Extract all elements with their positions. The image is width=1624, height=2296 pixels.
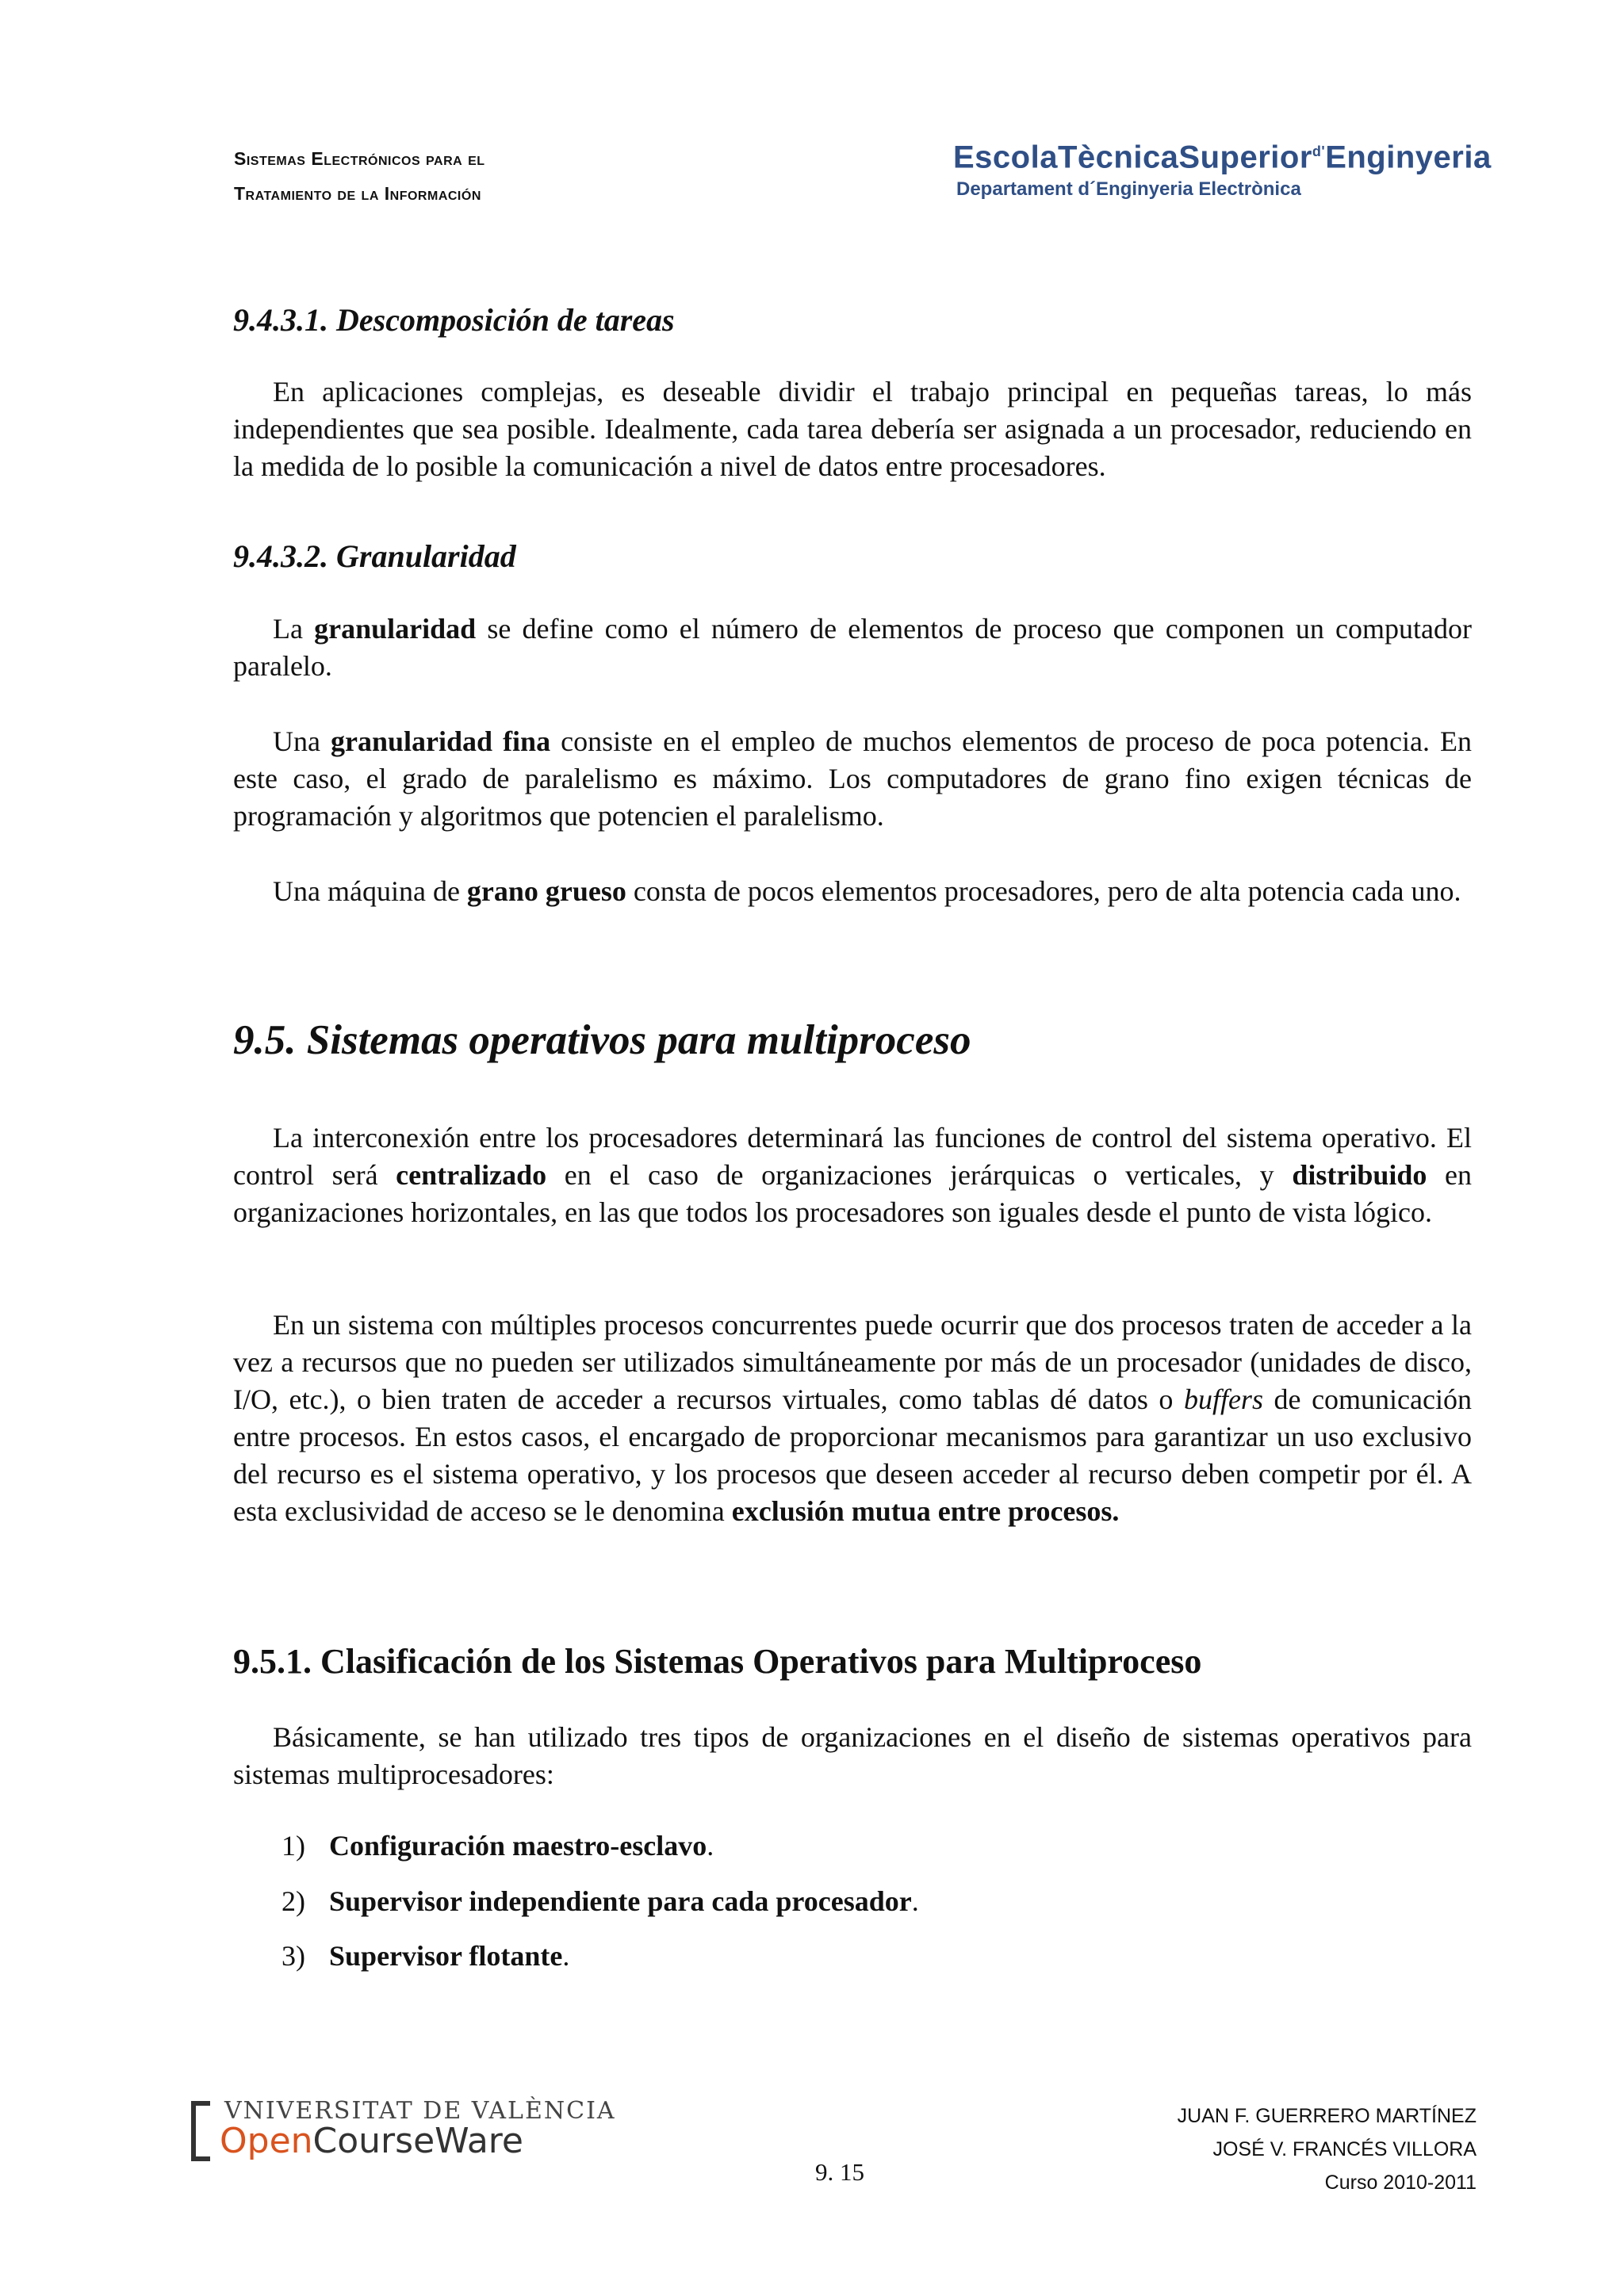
list-item [282,1829,714,1862]
text-span: La interconexión entre los procesadores determinará las funciones de control del sistema operativo. El control será [233,1122,1472,1191]
course-year: Curso 2010-2011 [1324,2172,1477,2194]
bold-term: exclusión mutua entre procesos. [731,1495,1120,1527]
page-number: 9. 15 [815,2158,864,2186]
heading-9432 [233,538,1472,575]
list-label: Supervisor flotante [329,1940,563,1972]
text-span: Una [273,725,331,757]
text-span: En un sistema con múltiples procesos concurrentes puede ocurrir que dos procesos traten de acceder a la vez a recursos que no pueden ser utilizados simultáneamente por más de un procesador (unidades de disco, I/O, etc.), o bien traten de acceder a recursos virtuales, como tablas dé datos o [233,1309,1472,1415]
text-span: consiste en el empleo de muchos elementos de proceso de poca potencia. En este caso, el grado de paralelismo es máximo. Los computadores de grano fino exigen técnicas de programación y algoritmos que potencien el paralelismo. [233,725,1472,832]
list-label: Configuración maestro-esclavo [329,1830,707,1862]
bold-term: granularidad [314,613,477,645]
list-tail: . [562,1940,570,1972]
paragraph-granularity-definition [233,610,1472,685]
school-name-apostrophe: d' [1312,144,1326,159]
ocw-open: Open [220,2121,313,2161]
paragraph-fine-granularity [233,723,1472,835]
list-number: 2) [282,1885,305,1917]
list-number: 3) [282,1940,305,1972]
heading-9431: 9.4.3.1. Descomposición de tareas [233,302,675,338]
school-name [953,132,1492,177]
heading-951: 9.5.1. Clasificación de los Sistemas Operativos para Multiproceso [233,1642,1202,1681]
authors-block [1178,2099,1477,2199]
list-item [282,1885,919,1918]
list-item [282,1939,569,1973]
paragraph-organization-types: Básicamente, se han utilizado tres tipos de organizaciones en el diseño de sistemas operativos para sistemas multiprocesadores: [233,1721,1472,1790]
bold-term: granularidad fina [331,725,551,757]
ocw-courseware: CourseWare [312,2121,523,2161]
text-span: Una máquina de [273,875,467,907]
heading-95: 9.5. Sistemas operativos para multiproceso [233,1017,971,1063]
italic-term: buffers [1183,1383,1263,1415]
text-span: se define como el número de elementos de proceso que componen un computador paralelo. [233,613,1472,682]
paragraph-task-decomposition: En aplicaciones complejas, es deseable dividir el trabajo principal en pequeñas tareas, lo más independientes que sea posible. Idealmente, cada tarea debería ser asignada a un procesador, reduciendo en la medida de lo posible la comunicación a nivel de datos entre procesadores. [233,376,1472,482]
text-span: en el caso de organizaciones jerárquicas o verticales, y [546,1159,1293,1191]
paragraph-coarse-grain [233,873,1472,910]
school-name-main: EscolaTècnicaSuperior [953,140,1312,175]
text-span: de comunicación entre procesos. En estos casos, el encargado de proporcionar mecanismos para garantizar un uso exclusivo del recurso es el sistema operativo, y los procesos que deseen acceder al recurso deben competir por él. A esta exclusividad de acceso se le denomina [233,1383,1472,1527]
bold-term: distribuido [1292,1159,1427,1191]
paragraph-os-control [233,1119,1472,1231]
course-title-line1: Sistemas Electrónicos para el [234,148,485,169]
list-number: 1) [282,1830,305,1862]
university-name: VNIVERSITAT DE VALÈNCIA [224,2097,616,2125]
text-span: en organizaciones horizontales, en las que todos los procesadores son iguales desde el punto de vista lógico. [233,1159,1472,1228]
course-title [234,141,485,211]
course-title-line2: Tratamiento de la Información [234,183,481,204]
university-logo [191,2097,616,2168]
logo-bracket [191,2101,210,2161]
list-tail: . [707,1830,714,1862]
paragraph-mutual-exclusion [233,1307,1472,1530]
heading-9432-text: 9.4.3.2. Granularidad [233,538,516,574]
text-span: consta de pocos elementos procesadores, pero de alta potencia cada uno. [626,875,1461,907]
department-name: Departament d´Enginyeria Electrònica [956,178,1301,201]
author-name: JUAN F. GUERRERO MARTÍNEZ [1177,2105,1477,2127]
school-name-end: Enginyeria [1325,140,1492,175]
list-label: Supervisor independiente para cada procesador [329,1885,912,1917]
text-span: La [273,613,315,645]
list-tail: . [911,1885,919,1917]
bold-term: centralizado [396,1159,547,1191]
bold-term: grano grueso [466,875,626,907]
author-name: JOSÉ V. FRANCÉS VILLORA [1212,2138,1477,2160]
opencourseware-wordmark [220,2121,523,2161]
school-logo [953,132,1492,201]
